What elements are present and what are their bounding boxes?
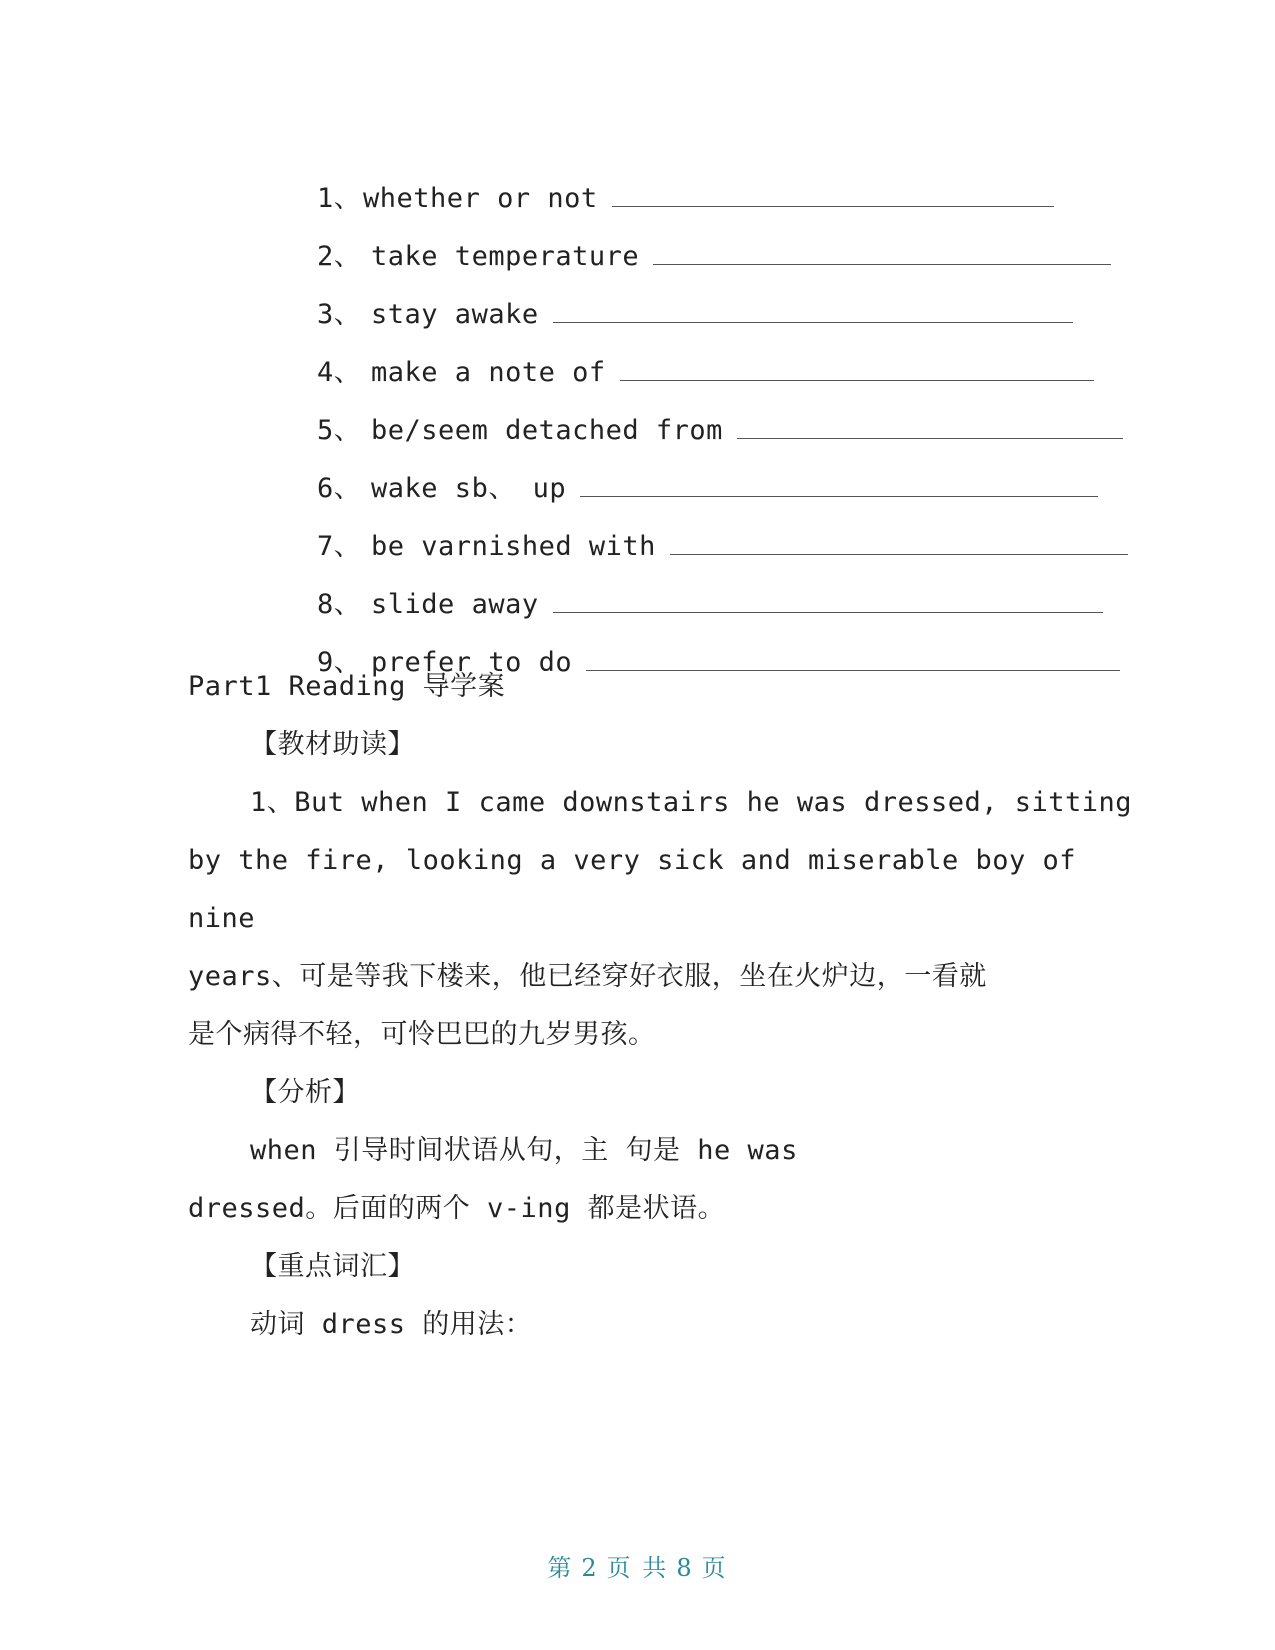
answer-blank[interactable] — [620, 356, 1094, 381]
dress-usage-line: 动词 dress 的用法： — [250, 1309, 533, 1340]
vocab-number: 3、 — [317, 299, 362, 330]
section-heading-vocab: 【重点词汇】 — [250, 1251, 415, 1282]
vocab-number: 9、 — [317, 647, 362, 678]
footer-page-number: 2 — [581, 1554, 599, 1582]
item1-line4: years、可是等我下楼来，他已经穿好衣服，坐在火炉边，一看就 — [188, 961, 987, 992]
item1-line3: nine — [188, 903, 256, 934]
answer-blank[interactable] — [553, 298, 1073, 323]
item1-line5: 是个病得不轻，可怜巴巴的九岁男孩。 — [188, 1019, 656, 1050]
answer-blank[interactable] — [653, 240, 1111, 265]
footer-total-pages: 8 — [676, 1554, 694, 1582]
vocab-phrase: slide away — [371, 589, 539, 620]
vocab-phrase: be/seem detached from — [371, 415, 723, 446]
page-footer — [0, 1548, 1275, 1583]
answer-blank[interactable] — [553, 588, 1103, 613]
vocab-phrase: whether or not — [363, 183, 598, 214]
answer-blank[interactable] — [612, 182, 1054, 207]
analysis-line1: when 引导时间状语从句，主 句是 he was — [250, 1135, 798, 1166]
vocab-phrase: make a note of — [371, 357, 606, 388]
answer-blank[interactable] — [580, 472, 1098, 497]
vocab-number: 1、 — [317, 183, 362, 214]
section-heading-textbook: 【教材助读】 — [250, 729, 415, 760]
vocab-phrase: stay awake — [371, 299, 539, 330]
vocab-phrase: be varnished with — [371, 531, 656, 562]
answer-blank[interactable] — [737, 414, 1123, 439]
section-heading-analysis: 【分析】 — [250, 1077, 360, 1108]
item1-line1: 1、But when I came downstairs he was dressed, sitting — [250, 787, 1133, 818]
analysis-line2: dressed。后面的两个 v-ing 都是状语。 — [188, 1193, 726, 1224]
vocab-number: 8、 — [317, 589, 362, 620]
answer-blank[interactable] — [670, 530, 1128, 555]
footer-suffix: 页 — [701, 1554, 728, 1582]
footer-prefix: 第 — [547, 1554, 574, 1582]
vocab-number: 4、 — [317, 357, 362, 388]
vocab-number: 6、 — [317, 473, 362, 504]
part-title: Part1 Reading 导学案 — [188, 671, 506, 702]
footer-middle: 页 共 — [606, 1554, 669, 1582]
vocab-phrase: take temperature — [371, 241, 640, 272]
vocab-number: 5、 — [317, 415, 362, 446]
vocab-number: 7、 — [317, 531, 362, 562]
item1-line2: by the fire, looking a very sick and miserable boy of — [188, 845, 1077, 876]
answer-blank[interactable] — [586, 646, 1120, 671]
vocab-phrase: prefer to do — [371, 647, 573, 678]
vocab-number: 2、 — [317, 241, 362, 272]
vocab-phrase: wake sb、 up — [371, 473, 567, 504]
